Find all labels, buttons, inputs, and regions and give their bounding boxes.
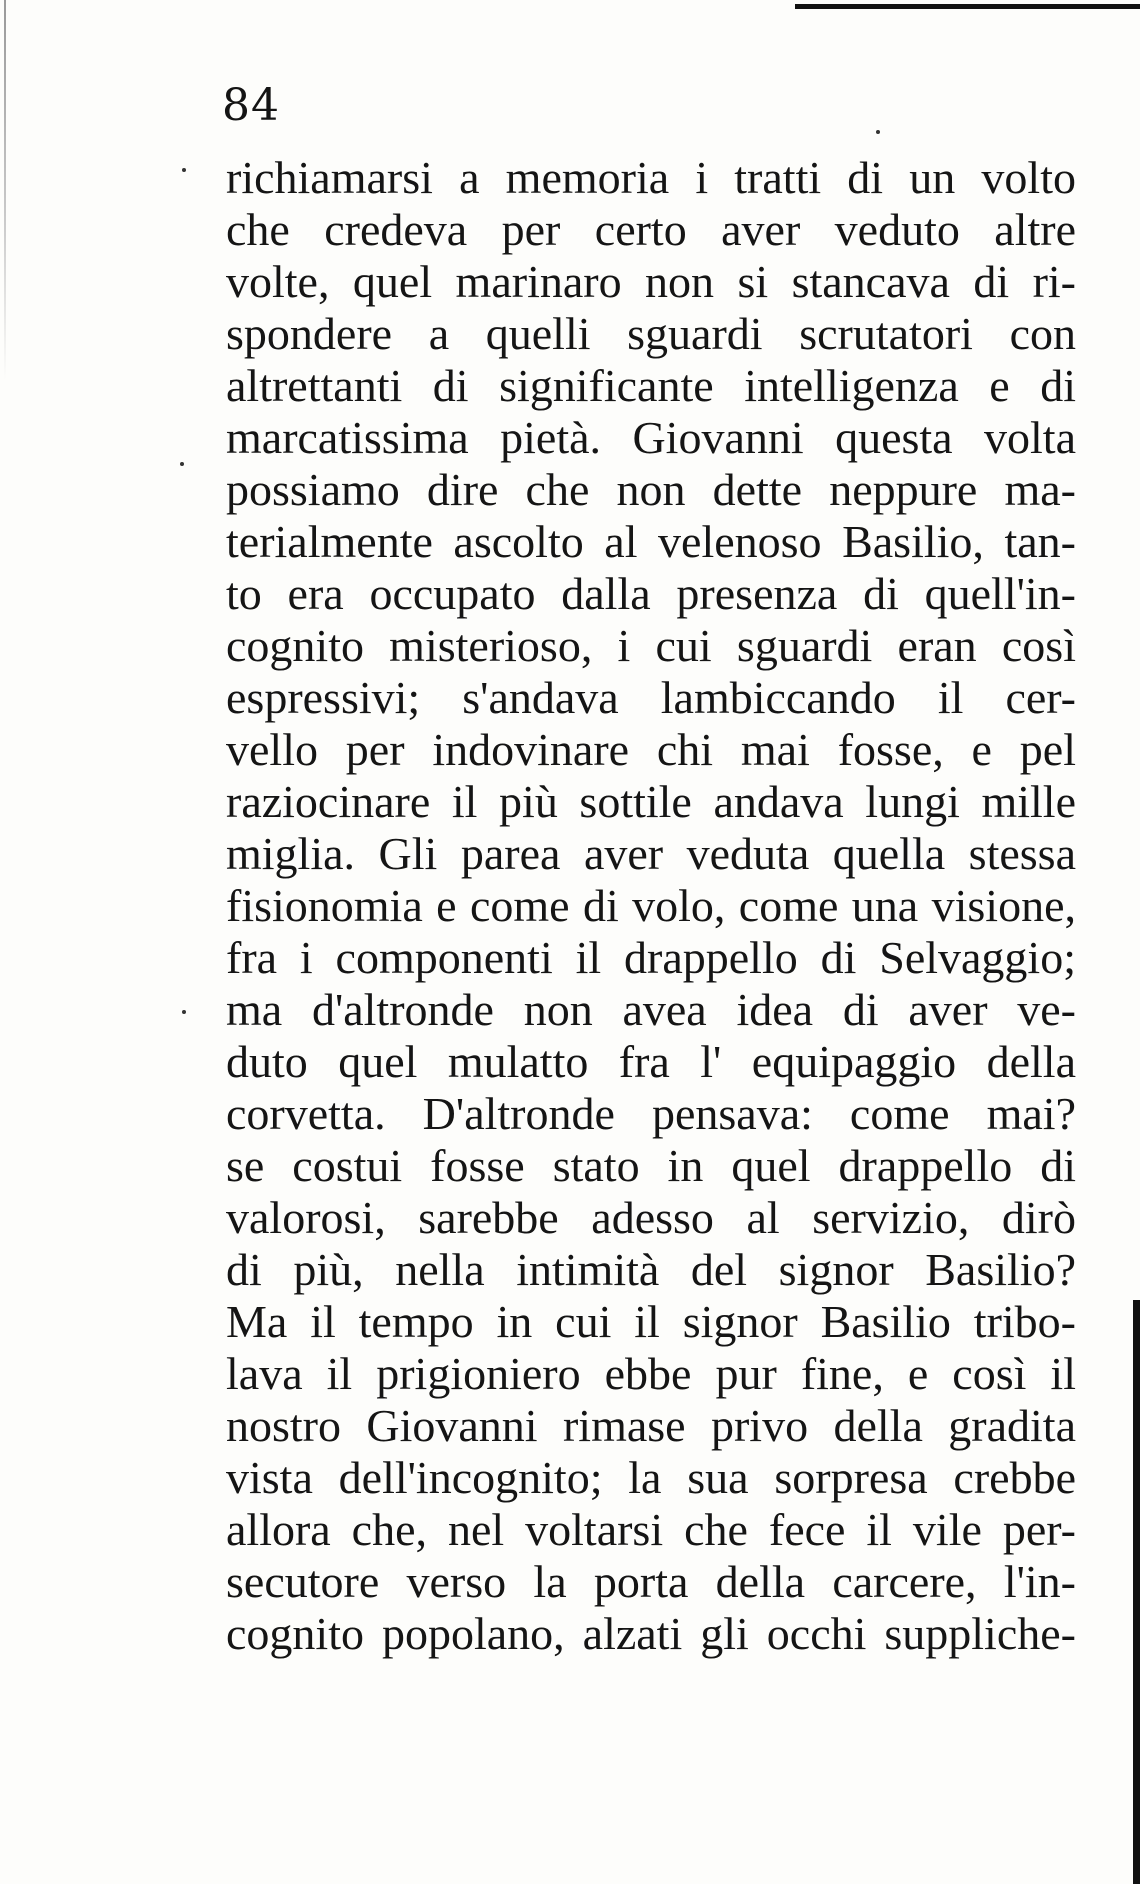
text-line: cognito popolano, alzati gli occhi suppliche- (226, 1608, 1076, 1659)
text-line: espressivi; s'andava lambiccando il cer- (226, 672, 1076, 723)
text-line: miglia. Gli parea aver veduta quella stessa (226, 828, 1076, 879)
text-line: terialmente ascolto al velenoso Basilio, tan- (226, 516, 1076, 567)
text-line: cognito misterioso, i cui sguardi eran così (226, 620, 1076, 671)
text-line: lava il prigioniero ebbe pur fine, e così il (226, 1348, 1076, 1399)
text-line: vello per indovinare chi mai fosse, e pel (226, 724, 1076, 775)
text-line: se costui fosse stato in quel drappello di (226, 1140, 1076, 1191)
text-line: che credeva per certo aver veduto altre (226, 204, 1076, 255)
text-line: altrettanti di significante intelligenza e di (226, 360, 1076, 411)
text-line: richiamarsi a memoria i tratti di un volto (226, 152, 1076, 203)
text-line: raziocinare il più sottile andava lungi mille (226, 776, 1076, 827)
text-line: vista dell'incognito; la sua sorpresa crebbe (226, 1452, 1076, 1503)
print-speck (180, 462, 184, 466)
text-line: to era occupato dalla presenza di quell'in- (226, 568, 1076, 619)
text-line: nostro Giovanni rimase privo della gradita (226, 1400, 1076, 1451)
text-line: ma d'altronde non avea idea di aver ve- (226, 984, 1076, 1035)
text-line: corvetta. D'altronde pensava: come mai? (226, 1088, 1076, 1139)
text-line: possiamo dire che non dette neppure ma- (226, 464, 1076, 515)
text-line: Ma il tempo in cui il signor Basilio tribo- (226, 1296, 1076, 1347)
text-line: allora che, nel voltarsi che fece il vile per- (226, 1504, 1076, 1555)
print-speck (876, 130, 880, 134)
text-line: fra i componenti il drappello di Selvaggio; (226, 932, 1076, 983)
text-line: di più, nella intimità del signor Basilio? (226, 1244, 1076, 1295)
body-text (226, 152, 1076, 1660)
text-line: volte, quel marinaro non si stancava di ri- (226, 256, 1076, 307)
right-page-edge (1133, 1300, 1140, 1884)
text-line: spondere a quelli sguardi scrutatori con (226, 308, 1076, 359)
page-number: 84 (222, 80, 280, 131)
left-page-edge (4, 0, 6, 380)
print-speck (182, 1010, 186, 1014)
top-rule (795, 4, 1140, 9)
text-line: fisionomia e come di volo, come una visione, (226, 880, 1076, 931)
print-speck (182, 168, 186, 172)
text-line: duto quel mulatto fra l' equipaggio della (226, 1036, 1076, 1087)
text-line: marcatissima pietà. Giovanni questa volta (226, 412, 1076, 463)
text-line: secutore verso la porta della carcere, l'in- (226, 1556, 1076, 1607)
text-line: valorosi, sarebbe adesso al servizio, dirò (226, 1192, 1076, 1243)
